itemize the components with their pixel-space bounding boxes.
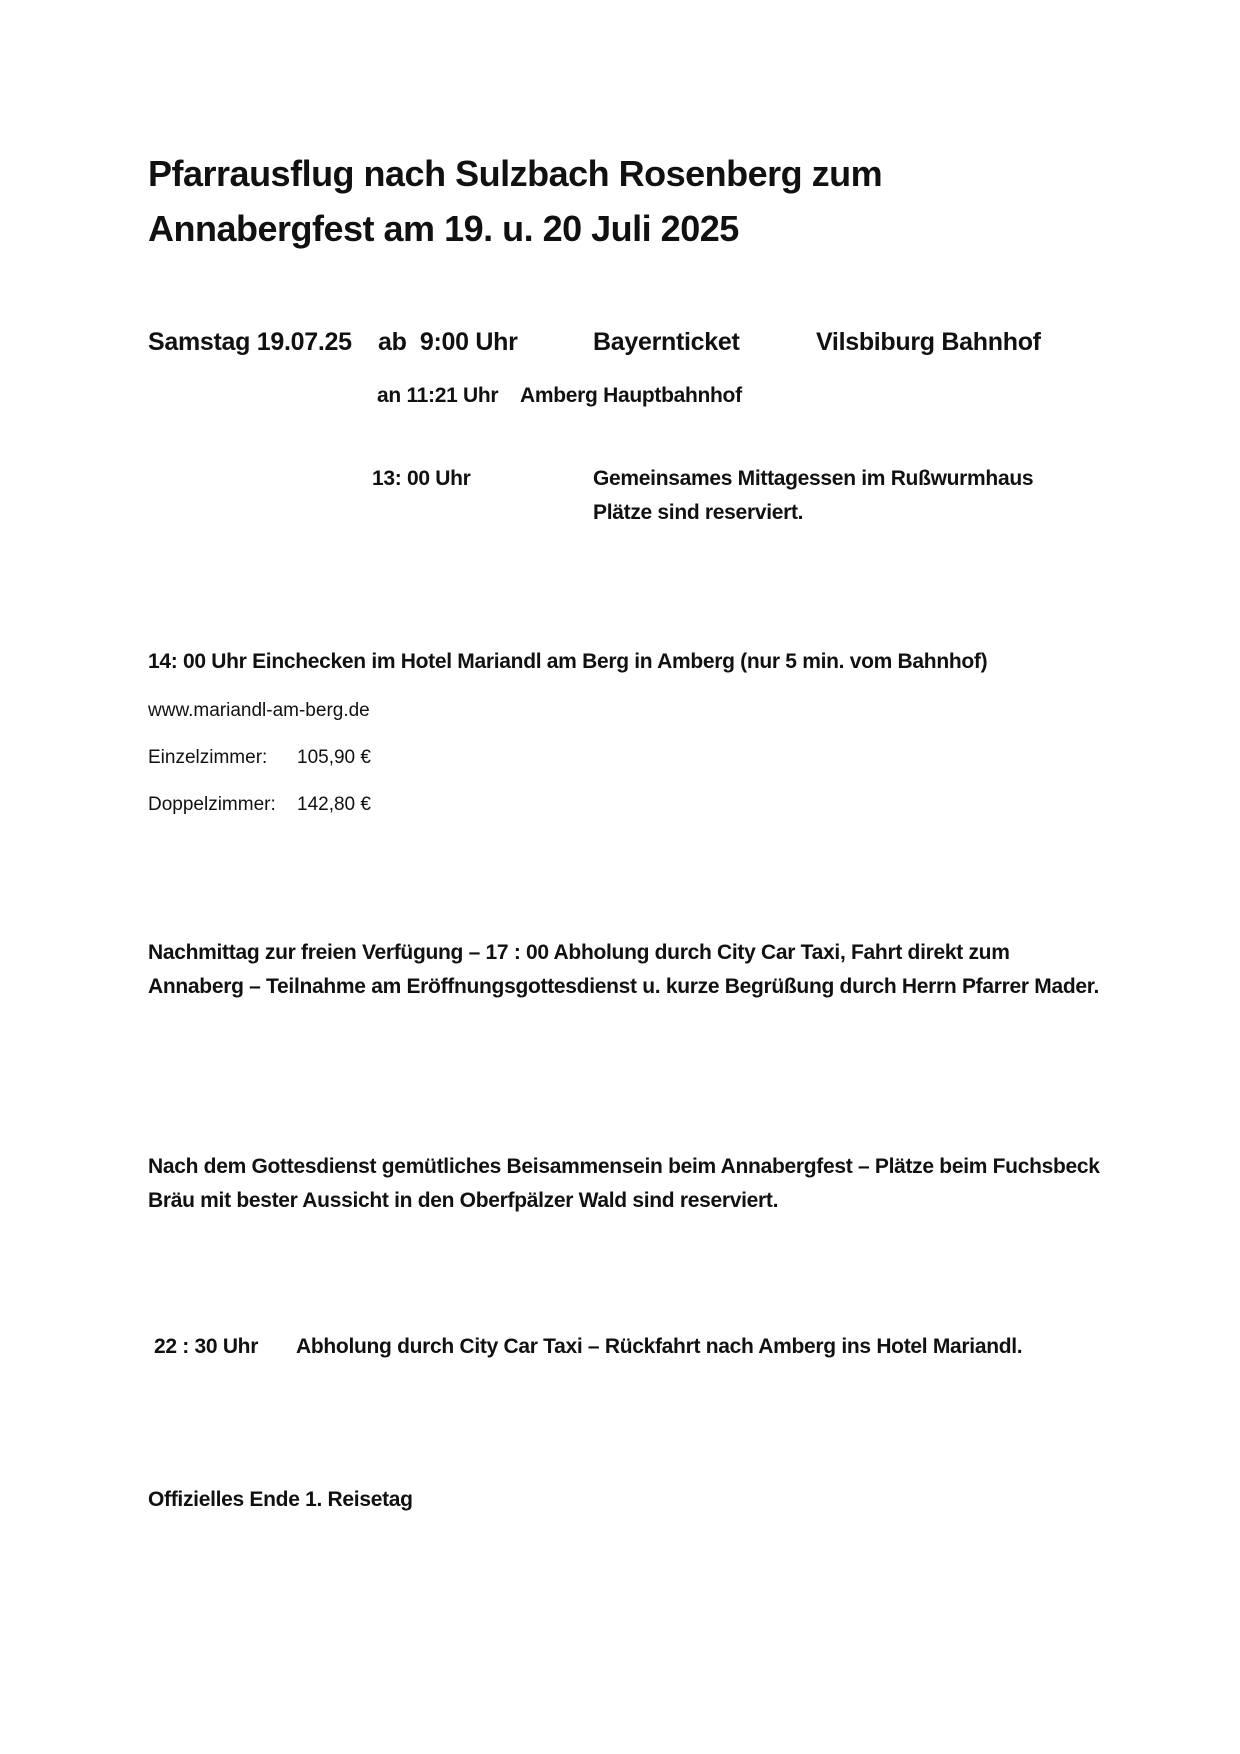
evening-paragraph: Nach dem Gottesdienst gemütliches Beisammensein beim Annabergfest – Plätze beim Fuchsbeck Bräu mit bester Aussicht in den Oberfpälzer Wald sind reserviert.	[148, 1155, 1100, 1212]
hotel-checkin: 14: 00 Uhr Einchecken im Hotel Mariandl am Berg in Amberg (nur 5 min. vom Bahnhof)	[148, 650, 988, 673]
day-end-note: Offizielles Ende 1. Reisetag	[148, 1488, 413, 1511]
double-room-price: 142,80 €	[297, 794, 371, 815]
return-description: Abholung durch City Car Taxi – Rückfahrt nach Amberg ins Hotel Mariandl.	[296, 1335, 1023, 1358]
lunch-time: 13: 00 Uhr	[372, 467, 471, 490]
departure-ticket: Bayernticket	[593, 328, 740, 356]
page-title-line-2: Annabergfest am 19. u. 20 Juli 2025	[148, 208, 739, 249]
single-room-price: 105,90 €	[297, 747, 371, 768]
return-time: 22 : 30 Uhr	[154, 1335, 259, 1358]
page-title-line-1: Pfarrausflug nach Sulzbach Rosenberg zum	[148, 153, 883, 194]
arrival-time: an 11:21 Uhr	[377, 384, 499, 407]
hotel-website: www.mariandl-am-berg.de	[148, 700, 370, 721]
arrival-station: Amberg Hauptbahnhof	[520, 384, 742, 407]
single-room-label: Einzelzimmer:	[148, 747, 268, 768]
afternoon-paragraph: Nachmittag zur freien Verfügung – 17 : 00 Abholung durch City Car Taxi, Fahrt direkt zum Annaberg – Teilnahme am Eröffnungsgottesdienst u. kurze Begrüßung durch Herrn Pfarrer Mader.	[148, 941, 1100, 998]
lunch-reservation-note: Plätze sind reserviert.	[593, 501, 804, 524]
departure-day: Samstag 19.07.25	[148, 328, 352, 356]
double-room-label: Doppelzimmer:	[148, 794, 276, 815]
lunch-description: Gemeinsames Mittagessen im Rußwurmhaus	[593, 467, 1034, 490]
departure-station: Vilsbiburg Bahnhof	[816, 328, 1041, 356]
departure-time: ab 9:00 Uhr	[378, 328, 518, 356]
